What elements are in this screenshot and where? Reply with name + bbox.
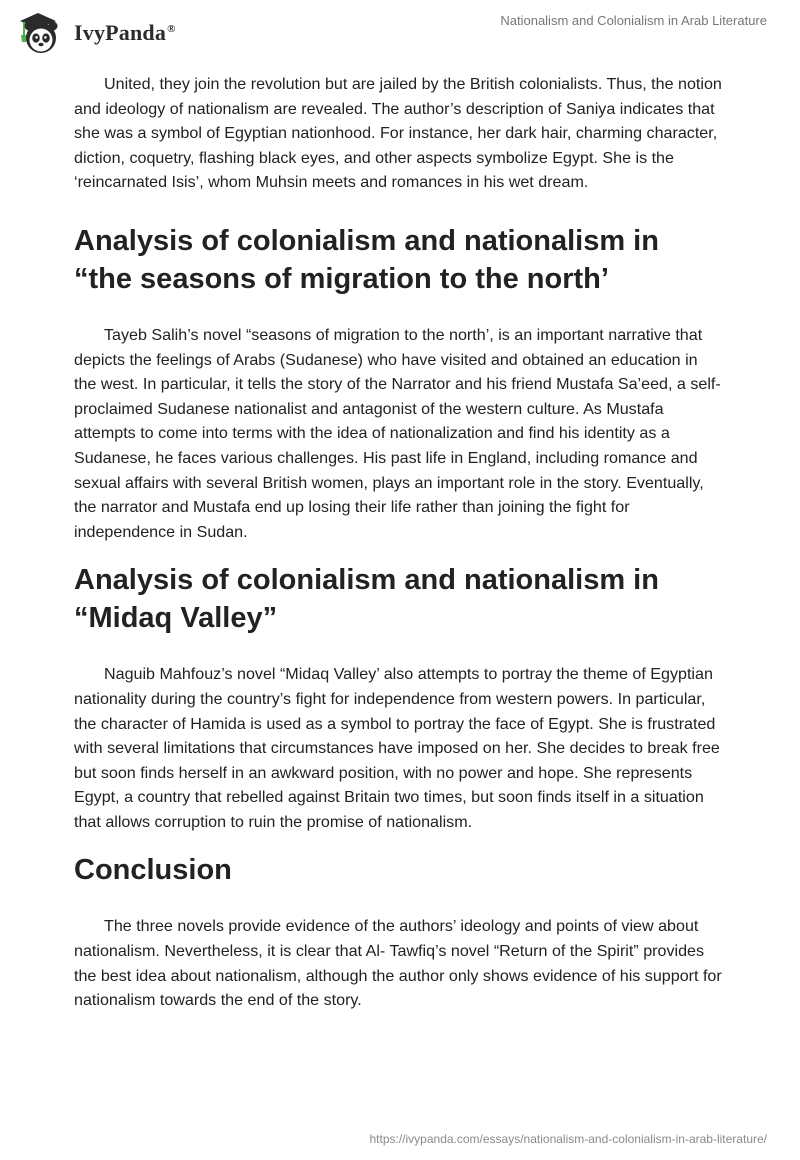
heading-conclusion: Conclusion <box>74 854 232 887</box>
logo-wordmark: IvyPanda® <box>74 20 176 45</box>
ivypanda-logo[interactable] <box>14 9 176 57</box>
heading-midaq-valley: Analysis of colonialism and nationalism in “Midaq Valley” <box>74 564 659 635</box>
heading-seasons-of-migration: Analysis of colonialism and nationalism in “the seasons of migration to the north’ <box>74 224 659 295</box>
essay-content <box>74 72 724 1013</box>
running-title: Nationalism and Colonialism in Arab Literature <box>500 13 767 28</box>
paragraph-saniya: United, they join the revolution but are jailed by the British colonialists. Thus, the notion and ideology of nationalism are revealed. The author’s description of Saniya indicates that she was a symbol of Egyptian nationhood. For instance, her dark hair, charming character, diction, coquetry, flashing black eyes, and other aspects symbolize Egypt. She is the ‘reincarnated Isis’, whom Muhsin meets and romances in his wet dream. <box>74 75 722 192</box>
paragraph-seasons-of-migration: Tayeb Salih’s novel “seasons of migration to the north’, is an important narrative that depicts the feelings of Arabs (Sudanese) who have visited and obtained an education in the west. In particular, it tells the story of the Narrator and his friend Mustafa Sa’eed, a self-proclaimed Sudanese nationalist and antagonist of the western culture. As Mustafa attempts to come into terms with the idea of nationalization and find his identity as a Sudanese, he faces various challenges. His past life in England, including romance and sexual affairs with several British women, plays an important role in the story. Eventually, the narrator and Mustafa end up losing their life rather than joining the fight for independence in Sudan. <box>74 325 721 541</box>
source-url[interactable]: https://ivypanda.com/essays/nationalism-and-colonialism-in-arab-literature/ <box>369 1132 767 1146</box>
panda-graduate-icon <box>14 9 66 57</box>
paragraph-conclusion: The three novels provide evidence of the authors’ ideology and points of view about nationalism. Nevertheless, it is clear that Al- Tawfiq’s novel “Return of the Spirit” provides the best idea about nationalism, although the author only shows evidence of his support for nationalism towards the end of the story. <box>74 917 722 1010</box>
paragraph-midaq-valley: Naguib Mahfouz’s novel “Midaq Valley’ also attempts to portray the theme of Egyptian nationality during the country’s fight for independence from western powers. In particular, the character of Hamida is used as a symbol to portray the face of Egypt. She is frustrated with several limitations that circumstances have imposed on her. She decides to break free but soon finds herself in an awkward position, with no power and hope. She represents Egypt, a country that rebelled against Britain two times, but soon finds itself in a situation that allows corruption to ruin the promise of nationalism. <box>74 665 720 831</box>
page-header <box>0 0 800 64</box>
